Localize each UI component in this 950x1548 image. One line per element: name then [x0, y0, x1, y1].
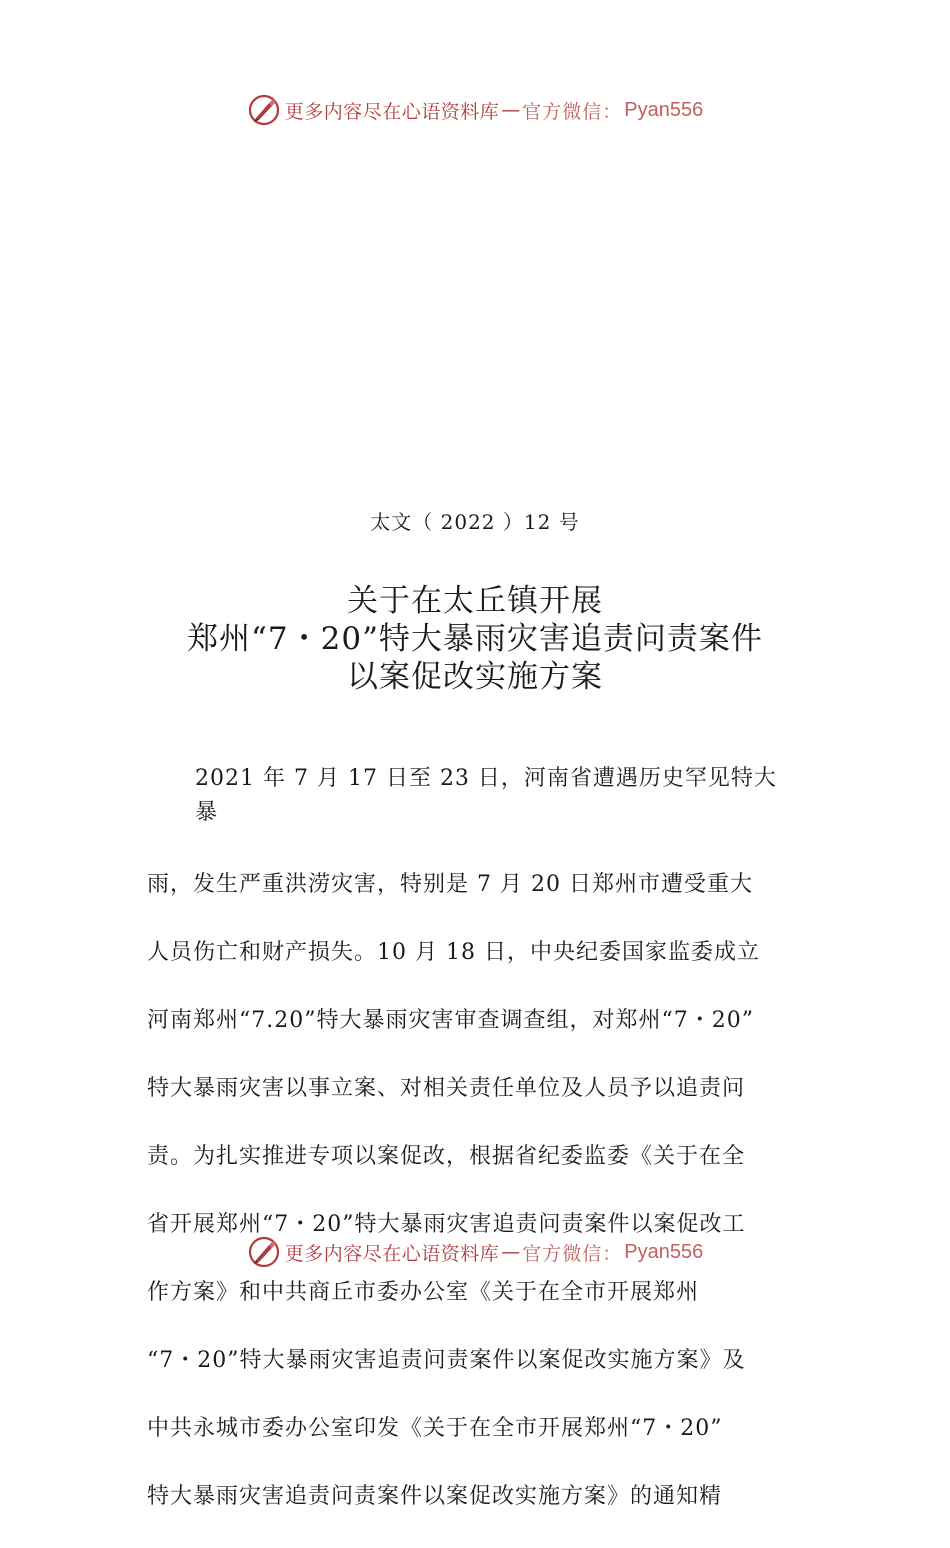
banner-wechat-id: Pyan556	[624, 98, 704, 121]
body-line: 暴	[195, 800, 219, 825]
body-line: 特大暴雨灾害以事立案、对相关责任单位及人员予以追责问	[147, 1076, 746, 1101]
document-title	[0, 582, 950, 696]
body-line: 河南郑州“7.20”特大暴雨灾害审查调查组，对郑州“7・20”	[147, 1008, 754, 1033]
title-line: 关于在太丘镇开展	[347, 583, 603, 619]
banner-wechat-id: Pyan556	[624, 1240, 704, 1263]
body-line: “7・20”特大暴雨灾害追责问责案件以案促改实施方案》及	[147, 1348, 746, 1373]
body-line: 人员伤亡和财产损失。10 月 18 日，中央纪委国家监委成立	[147, 940, 760, 965]
pen-logo-icon	[247, 1235, 281, 1269]
watermark-banner-bottom	[0, 1232, 950, 1272]
body-line: 中共永城市委办公室印发《关于在全市开展郑州“7・20”	[147, 1416, 723, 1441]
body-line: 2021 年 7 月 17 日至 23 日，河南省遭遇历史罕见特大	[195, 766, 777, 791]
title-line: 以案促改实施方案	[347, 659, 603, 695]
document-body	[147, 762, 817, 1548]
banner-separator: —	[501, 99, 521, 121]
body-line: 省开展郑州“7・20”特大暴雨灾害追责问责案件以案促改工	[147, 1212, 746, 1237]
body-line: 雨，发生严重洪涝灾害，特别是 7 月 20 日郑州市遭受重大	[147, 872, 753, 897]
first-paragraph	[147, 762, 805, 830]
banner-brand-text: 更多内容尽在心语资料库	[284, 100, 500, 123]
title-line: 郑州“7・20”特大暴雨灾害追责问责案件	[187, 621, 763, 657]
watermark-banner-top	[0, 90, 950, 130]
banner-separator: —	[501, 1241, 521, 1263]
document-number: 太文（ 2022 ）12 号	[370, 510, 580, 534]
pen-logo-icon	[247, 93, 281, 127]
body-paragraph	[147, 834, 817, 1548]
banner-wechat-label: 官方微信：	[522, 1242, 623, 1265]
body-line: 特大暴雨灾害追责问责案件以案促改实施方案》的通知精	[147, 1484, 723, 1509]
body-line: 作方案》和中共商丘市委办公室《关于在全市开展郑州	[147, 1280, 700, 1305]
banner-wechat-label: 官方微信：	[522, 100, 623, 123]
body-line: 责。为扎实推进专项以案促改，根据省纪委监委《关于在全	[147, 1144, 746, 1169]
banner-brand-text: 更多内容尽在心语资料库	[284, 1242, 500, 1265]
